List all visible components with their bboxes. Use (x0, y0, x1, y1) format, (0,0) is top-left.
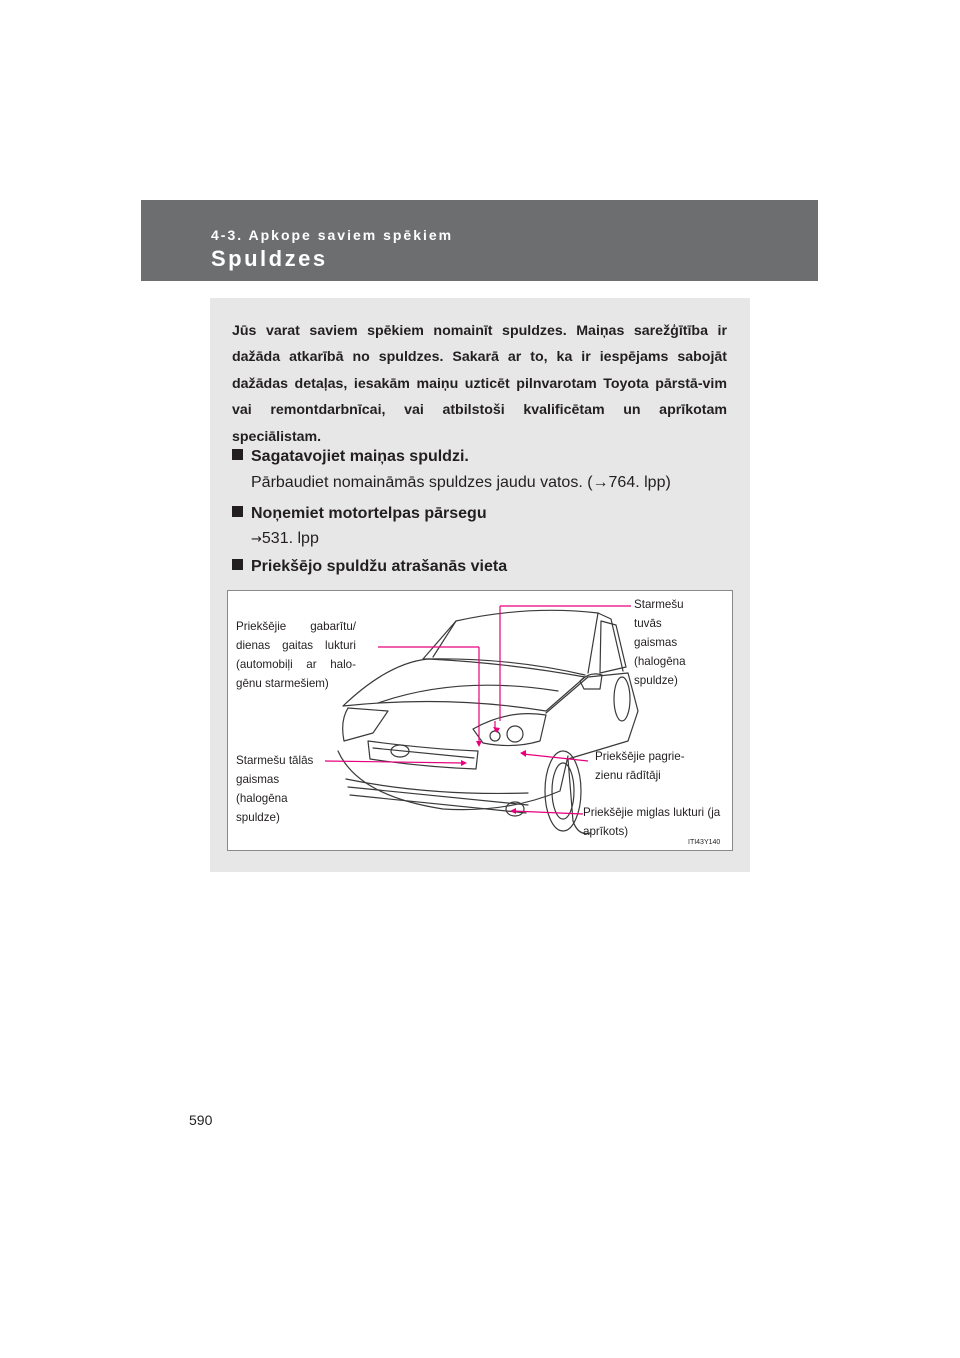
intro-paragraph: Jūs varat saviem spēkiem nomainīt spuldzes. Maiņas sarežģītība ir dažāda atkarībā no spuldzes. Sakarā ar to, ka ir iespējams sabojāt dažādas detaļas, iesakām maiņu uzticēt pilnvarotam Toyota pārstā-vim vai remontdarbnīcai, vai atbilstoši kvalificētam un aprīkotam speciālistam. (232, 323, 727, 445)
chapter-header (141, 200, 818, 281)
content-box (210, 298, 750, 872)
section-label: 4-3. Apkope saviem spēkiem (211, 227, 454, 243)
square-bullet-icon (232, 506, 243, 517)
section-body-prepare: Pārbaudiet nomaināmās spuldzes jaudu vatos. (→764. lpp) (251, 474, 671, 491)
page-title: Spuldzes (211, 246, 328, 271)
headlight-location-figure (227, 590, 733, 851)
label-fog-lights: Priekšējie miglas lukturi (ja aprīkots) (583, 806, 721, 838)
section-heading-prepare: Sagatavojiet maiņas spuldzi. (232, 448, 469, 466)
label-parking-lights: Priekšējie gabarītu/ dienas gaitas lukturi (automobiļi ar halo-gēnu starmešiem) (236, 620, 356, 690)
arrow-right-icon: → (251, 532, 262, 547)
square-bullet-icon (232, 559, 243, 570)
figure-id: ITI43Y140 (688, 839, 721, 846)
label-turn-signals: Priekšējie pagrie-zienu rādītāji (595, 750, 685, 782)
label-high-beam: Starmešu tālās gaismas (halogēna spuldze) (236, 754, 314, 824)
page-number: 590 (189, 1112, 213, 1128)
section-heading-hood: Noņemiet motortelpas pārsegu (232, 505, 487, 523)
square-bullet-icon (232, 449, 243, 460)
label-low-beam: Starmešu tuvās gaismas (halogēna spuldze) (634, 598, 686, 687)
section-body-hood: →531. lpp (251, 530, 319, 547)
section-heading-location: Priekšējo spuldžu atrašanās vieta (232, 558, 507, 576)
